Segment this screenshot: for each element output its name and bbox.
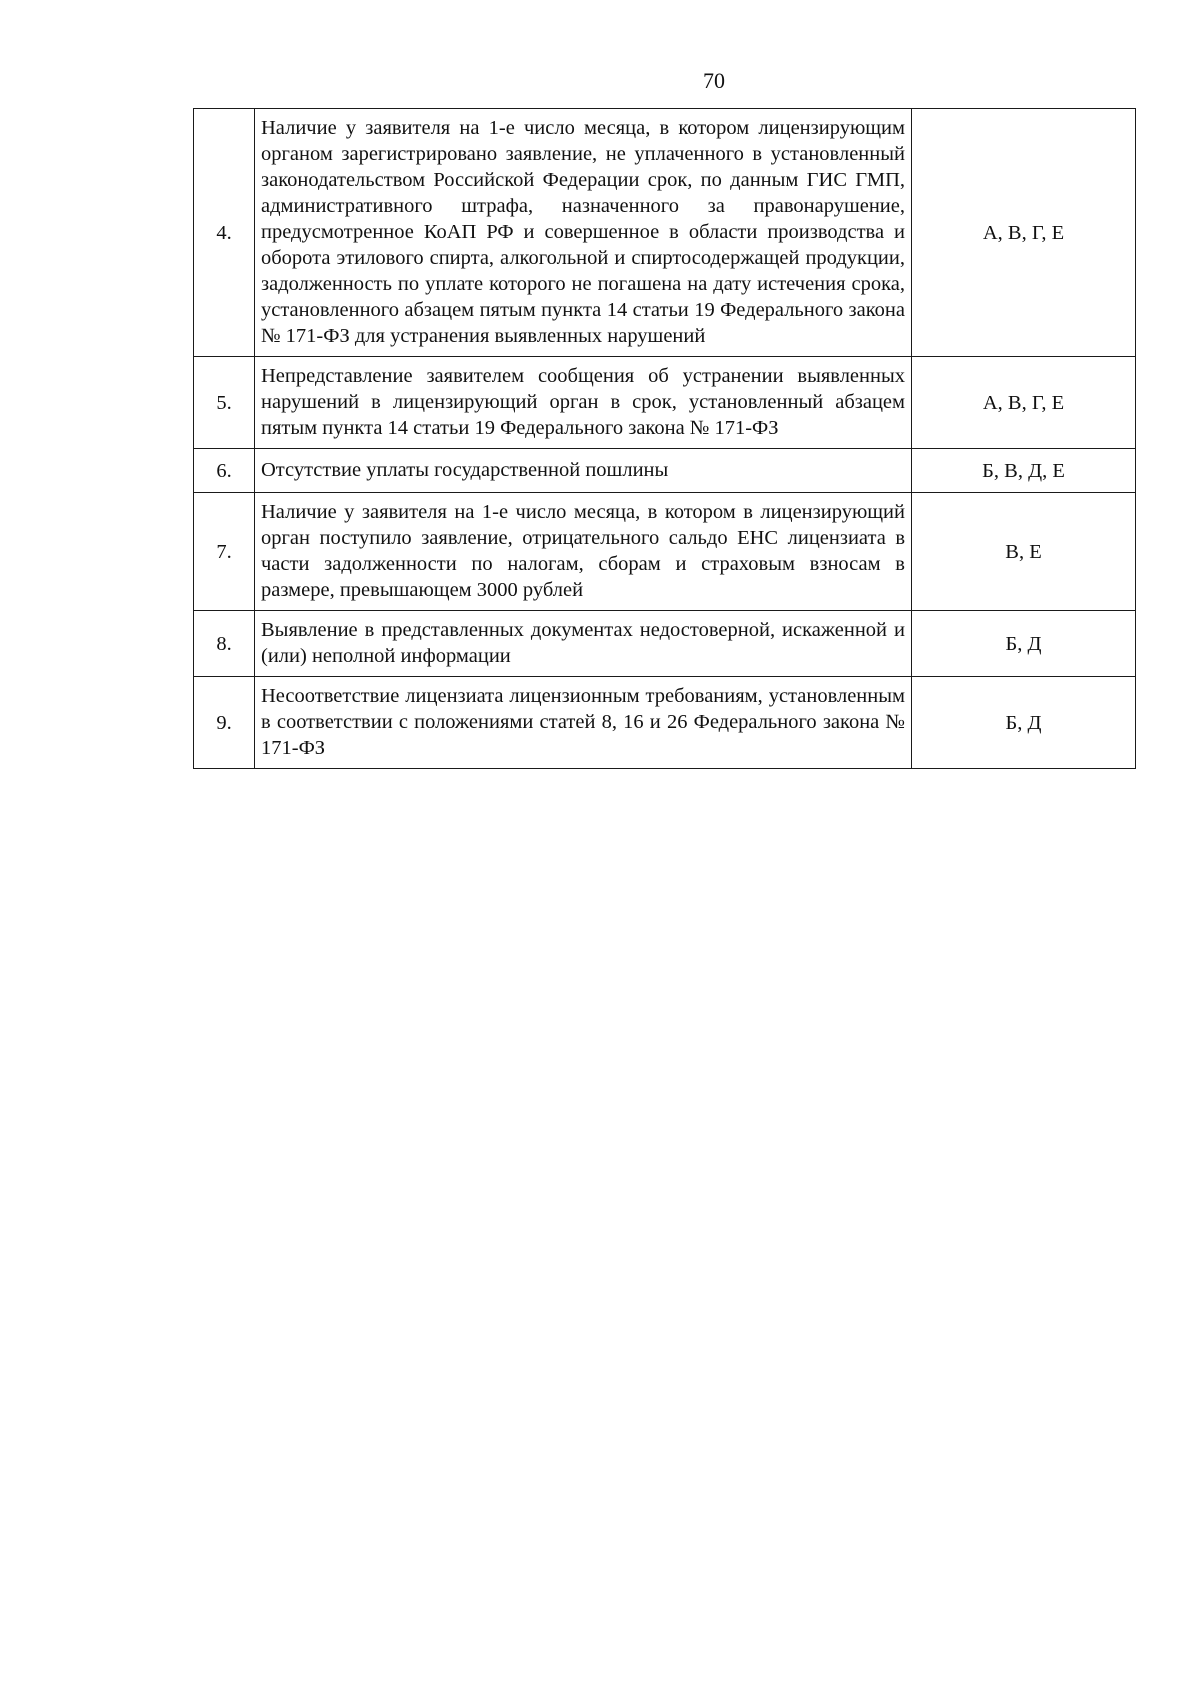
row-description: Непредставление заявителем сообщения об устранении выявленных нарушений в лицензирующий орган в срок, установленный абзацем пятым пункта 14 статьи 19 Федерального закона № 171-ФЗ (255, 357, 912, 449)
table-row (194, 109, 1136, 357)
row-codes: А, В, Г, Е (912, 109, 1136, 357)
row-codes: А, В, Г, Е (912, 357, 1136, 449)
row-number: 7. (194, 493, 255, 611)
table-row (194, 449, 1136, 493)
table-row (194, 493, 1136, 611)
row-description: Отсутствие уплаты государственной пошлины (255, 449, 912, 493)
row-number: 6. (194, 449, 255, 493)
row-description: Выявление в представленных документах недостоверной, искаженной и (или) неполной информации (255, 611, 912, 677)
table-row (194, 611, 1136, 677)
row-number: 5. (194, 357, 255, 449)
table-row (194, 677, 1136, 769)
page-number: 70 (703, 68, 725, 93)
row-description: Несоответствие лицензиата лицензионным требованиям, установленным в соответствии с положениями статей 8, 16 и 26 Федерального закона № 171-ФЗ (255, 677, 912, 769)
row-codes: В, Е (912, 493, 1136, 611)
row-codes: Б, В, Д, Е (912, 449, 1136, 493)
table-row (194, 357, 1136, 449)
row-number: 4. (194, 109, 255, 357)
requirements-table (193, 108, 1136, 769)
row-codes: Б, Д (912, 677, 1136, 769)
row-number: 8. (194, 611, 255, 677)
row-codes: Б, Д (912, 611, 1136, 677)
row-number: 9. (194, 677, 255, 769)
row-description: Наличие у заявителя на 1-е число месяца, в котором лицензирующим органом зарегистрировано заявление, не уплаченного в установленный законодательством Российской Федерации срок, по данным ГИС ГМП, административного штрафа, назначенного за правонарушение, предусмотренное КоАП РФ и совершенное в области производства и оборота этилового спирта, алкогольной и спиртосодержащей продукции, задолженность по уплате которого не погашена на дату истечения срока, установленного абзацем пятым пункта 14 статьи 19 Федерального закона № 171-ФЗ для устранения выявленных нарушений (255, 109, 912, 357)
row-description: Наличие у заявителя на 1-е число месяца, в котором в лицензирующий орган поступило заявление, отрицательного сальдо ЕНС лицензиата в части задолженности по налогам, сборам и страховым взносам в размере, превышающем 3000 рублей (255, 493, 912, 611)
